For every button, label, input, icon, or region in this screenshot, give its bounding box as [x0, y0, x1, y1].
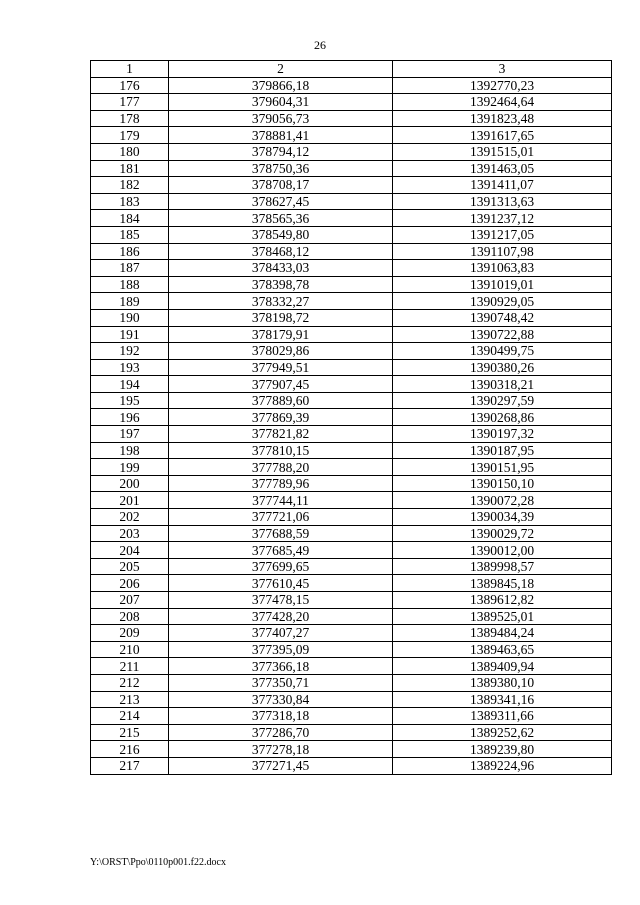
table-row	[91, 77, 612, 94]
coordinate-x-cell: 377610,45	[169, 575, 393, 592]
coordinate-y-cell: 1389525,01	[393, 608, 612, 625]
coordinates-table	[90, 60, 612, 775]
coordinate-y-cell: 1392770,23	[393, 77, 612, 94]
coordinate-y-cell: 1389224,96	[393, 757, 612, 774]
coordinate-x-cell: 377271,45	[169, 757, 393, 774]
coordinate-y-cell: 1391823,48	[393, 110, 612, 127]
coordinate-x-cell: 377889,60	[169, 392, 393, 409]
table-row	[91, 608, 612, 625]
column-header-1: 1	[91, 61, 169, 78]
table-row	[91, 475, 612, 492]
row-number-cell: 208	[91, 608, 169, 625]
coordinate-y-cell: 1390499,75	[393, 343, 612, 360]
table-row	[91, 94, 612, 111]
table-row	[91, 724, 612, 741]
row-number-cell: 211	[91, 658, 169, 675]
table-row	[91, 110, 612, 127]
coordinate-x-cell: 377744,11	[169, 492, 393, 509]
coordinate-y-cell: 1390748,42	[393, 309, 612, 326]
coordinate-x-cell: 377907,45	[169, 376, 393, 393]
row-number-cell: 180	[91, 143, 169, 160]
row-number-cell: 207	[91, 592, 169, 609]
table-row	[91, 276, 612, 293]
table-row	[91, 459, 612, 476]
table-row	[91, 575, 612, 592]
table-row	[91, 592, 612, 609]
coordinate-x-cell: 377366,18	[169, 658, 393, 675]
coordinate-x-cell: 377810,15	[169, 442, 393, 459]
coordinate-y-cell: 1390034,39	[393, 509, 612, 526]
row-number-cell: 200	[91, 475, 169, 492]
row-number-cell: 213	[91, 691, 169, 708]
row-number-cell: 176	[91, 77, 169, 94]
coordinate-y-cell: 1390929,05	[393, 293, 612, 310]
row-number-cell: 198	[91, 442, 169, 459]
table-row	[91, 525, 612, 542]
row-number-cell: 214	[91, 708, 169, 725]
row-number-cell: 192	[91, 343, 169, 360]
coordinate-y-cell: 1389252,62	[393, 724, 612, 741]
table-row	[91, 708, 612, 725]
row-number-cell: 190	[91, 309, 169, 326]
table-row	[91, 143, 612, 160]
row-number-cell: 215	[91, 724, 169, 741]
coordinate-x-cell: 377688,59	[169, 525, 393, 542]
coordinate-x-cell: 377286,70	[169, 724, 393, 741]
table-row	[91, 741, 612, 758]
row-number-cell: 186	[91, 243, 169, 260]
coordinate-x-cell: 378549,80	[169, 226, 393, 243]
coordinate-y-cell: 1391411,07	[393, 177, 612, 194]
coordinate-x-cell: 378398,78	[169, 276, 393, 293]
coordinate-y-cell: 1389484,24	[393, 625, 612, 642]
coordinate-y-cell: 1390072,28	[393, 492, 612, 509]
coordinate-y-cell: 1392464,64	[393, 94, 612, 111]
table-row	[91, 641, 612, 658]
coordinate-y-cell: 1390029,72	[393, 525, 612, 542]
coordinate-x-cell: 378708,17	[169, 177, 393, 194]
coordinate-x-cell: 377821,82	[169, 426, 393, 443]
coordinate-x-cell: 378433,03	[169, 260, 393, 277]
coordinate-y-cell: 1389845,18	[393, 575, 612, 592]
table-row	[91, 343, 612, 360]
coordinate-y-cell: 1389311,66	[393, 708, 612, 725]
coordinate-y-cell: 1390318,21	[393, 376, 612, 393]
row-number-cell: 212	[91, 674, 169, 691]
row-number-cell: 205	[91, 558, 169, 575]
coordinate-x-cell: 377699,65	[169, 558, 393, 575]
coordinate-x-cell: 377721,06	[169, 509, 393, 526]
table-row	[91, 260, 612, 277]
coordinate-y-cell: 1390187,95	[393, 442, 612, 459]
coordinate-x-cell: 378198,72	[169, 309, 393, 326]
coordinate-y-cell: 1390150,10	[393, 475, 612, 492]
coordinate-y-cell: 1390380,26	[393, 359, 612, 376]
coordinate-x-cell: 378881,41	[169, 127, 393, 144]
page-number: 26	[314, 38, 326, 52]
table-row	[91, 492, 612, 509]
coordinate-x-cell: 377407,27	[169, 625, 393, 642]
row-number-cell: 188	[91, 276, 169, 293]
table-row	[91, 426, 612, 443]
row-number-cell: 193	[91, 359, 169, 376]
coordinate-x-cell: 377789,96	[169, 475, 393, 492]
coordinate-x-cell: 377330,84	[169, 691, 393, 708]
table-row	[91, 160, 612, 177]
coordinate-y-cell: 1390268,86	[393, 409, 612, 426]
table-row	[91, 376, 612, 393]
coordinate-y-cell: 1391217,05	[393, 226, 612, 243]
row-number-cell: 184	[91, 210, 169, 227]
row-number-cell: 185	[91, 226, 169, 243]
table-row	[91, 243, 612, 260]
coordinate-x-cell: 378565,36	[169, 210, 393, 227]
row-number-cell: 197	[91, 426, 169, 443]
table-row	[91, 226, 612, 243]
coordinate-y-cell: 1391617,65	[393, 127, 612, 144]
coordinate-x-cell: 377318,18	[169, 708, 393, 725]
row-number-cell: 187	[91, 260, 169, 277]
table-row	[91, 392, 612, 409]
row-number-cell: 206	[91, 575, 169, 592]
table-row	[91, 309, 612, 326]
coordinate-y-cell: 1389341,16	[393, 691, 612, 708]
row-number-cell: 204	[91, 542, 169, 559]
table-row	[91, 509, 612, 526]
row-number-cell: 216	[91, 741, 169, 758]
table-row	[91, 359, 612, 376]
table-row	[91, 542, 612, 559]
row-number-cell: 179	[91, 127, 169, 144]
coordinate-y-cell: 1391019,01	[393, 276, 612, 293]
table-row	[91, 691, 612, 708]
table-row	[91, 177, 612, 194]
table-row	[91, 442, 612, 459]
row-number-cell: 217	[91, 757, 169, 774]
coordinate-x-cell: 377478,15	[169, 592, 393, 609]
table-row	[91, 625, 612, 642]
row-number-cell: 209	[91, 625, 169, 642]
row-number-cell: 181	[91, 160, 169, 177]
row-number-cell: 182	[91, 177, 169, 194]
row-number-cell: 203	[91, 525, 169, 542]
table-header-row	[91, 61, 612, 78]
coordinate-y-cell: 1389409,94	[393, 658, 612, 675]
coordinate-y-cell: 1390151,95	[393, 459, 612, 476]
coordinate-x-cell: 377869,39	[169, 409, 393, 426]
coordinate-x-cell: 379604,31	[169, 94, 393, 111]
coordinate-x-cell: 378179,91	[169, 326, 393, 343]
coordinate-y-cell: 1389380,10	[393, 674, 612, 691]
coordinate-x-cell: 379866,18	[169, 77, 393, 94]
coordinate-x-cell: 377685,49	[169, 542, 393, 559]
table-row	[91, 674, 612, 691]
row-number-cell: 189	[91, 293, 169, 310]
coordinate-x-cell: 377428,20	[169, 608, 393, 625]
row-number-cell: 195	[91, 392, 169, 409]
footer-file-path: Y:\ORST\Ppo\0110p001.f22.docx	[90, 857, 226, 868]
table-row	[91, 127, 612, 144]
coordinate-x-cell: 377278,18	[169, 741, 393, 758]
table-row	[91, 409, 612, 426]
coordinate-x-cell: 378794,12	[169, 143, 393, 160]
coordinate-y-cell: 1390012,00	[393, 542, 612, 559]
coordinate-x-cell: 378627,45	[169, 193, 393, 210]
coordinate-x-cell: 378332,27	[169, 293, 393, 310]
coordinate-y-cell: 1389998,57	[393, 558, 612, 575]
row-number-cell: 178	[91, 110, 169, 127]
table-row	[91, 293, 612, 310]
coordinate-y-cell: 1391237,12	[393, 210, 612, 227]
table-row	[91, 210, 612, 227]
coordinate-y-cell: 1389239,80	[393, 741, 612, 758]
column-header-2: 2	[169, 61, 393, 78]
coordinate-x-cell: 377788,20	[169, 459, 393, 476]
coordinate-x-cell: 378029,86	[169, 343, 393, 360]
coordinate-x-cell: 377949,51	[169, 359, 393, 376]
row-number-cell: 183	[91, 193, 169, 210]
coordinate-x-cell: 377350,71	[169, 674, 393, 691]
row-number-cell: 191	[91, 326, 169, 343]
coordinate-x-cell: 377395,09	[169, 641, 393, 658]
row-number-cell: 194	[91, 376, 169, 393]
row-number-cell: 201	[91, 492, 169, 509]
row-number-cell: 196	[91, 409, 169, 426]
table-row	[91, 757, 612, 774]
coordinate-x-cell: 378750,36	[169, 160, 393, 177]
row-number-cell: 210	[91, 641, 169, 658]
table-row	[91, 558, 612, 575]
coordinate-y-cell: 1391313,63	[393, 193, 612, 210]
coordinate-y-cell: 1389463,65	[393, 641, 612, 658]
coordinate-y-cell: 1390197,32	[393, 426, 612, 443]
coordinate-y-cell: 1391515,01	[393, 143, 612, 160]
coordinate-y-cell: 1390297,59	[393, 392, 612, 409]
row-number-cell: 177	[91, 94, 169, 111]
table-row	[91, 193, 612, 210]
column-header-3: 3	[393, 61, 612, 78]
coordinate-y-cell: 1390722,88	[393, 326, 612, 343]
coordinate-y-cell: 1391463,05	[393, 160, 612, 177]
row-number-cell: 202	[91, 509, 169, 526]
coordinate-x-cell: 379056,73	[169, 110, 393, 127]
row-number-cell: 199	[91, 459, 169, 476]
table-row	[91, 658, 612, 675]
coordinate-y-cell: 1391063,83	[393, 260, 612, 277]
coordinate-x-cell: 378468,12	[169, 243, 393, 260]
table-row	[91, 326, 612, 343]
coordinate-y-cell: 1391107,98	[393, 243, 612, 260]
table-body	[91, 77, 612, 774]
coordinate-y-cell: 1389612,82	[393, 592, 612, 609]
